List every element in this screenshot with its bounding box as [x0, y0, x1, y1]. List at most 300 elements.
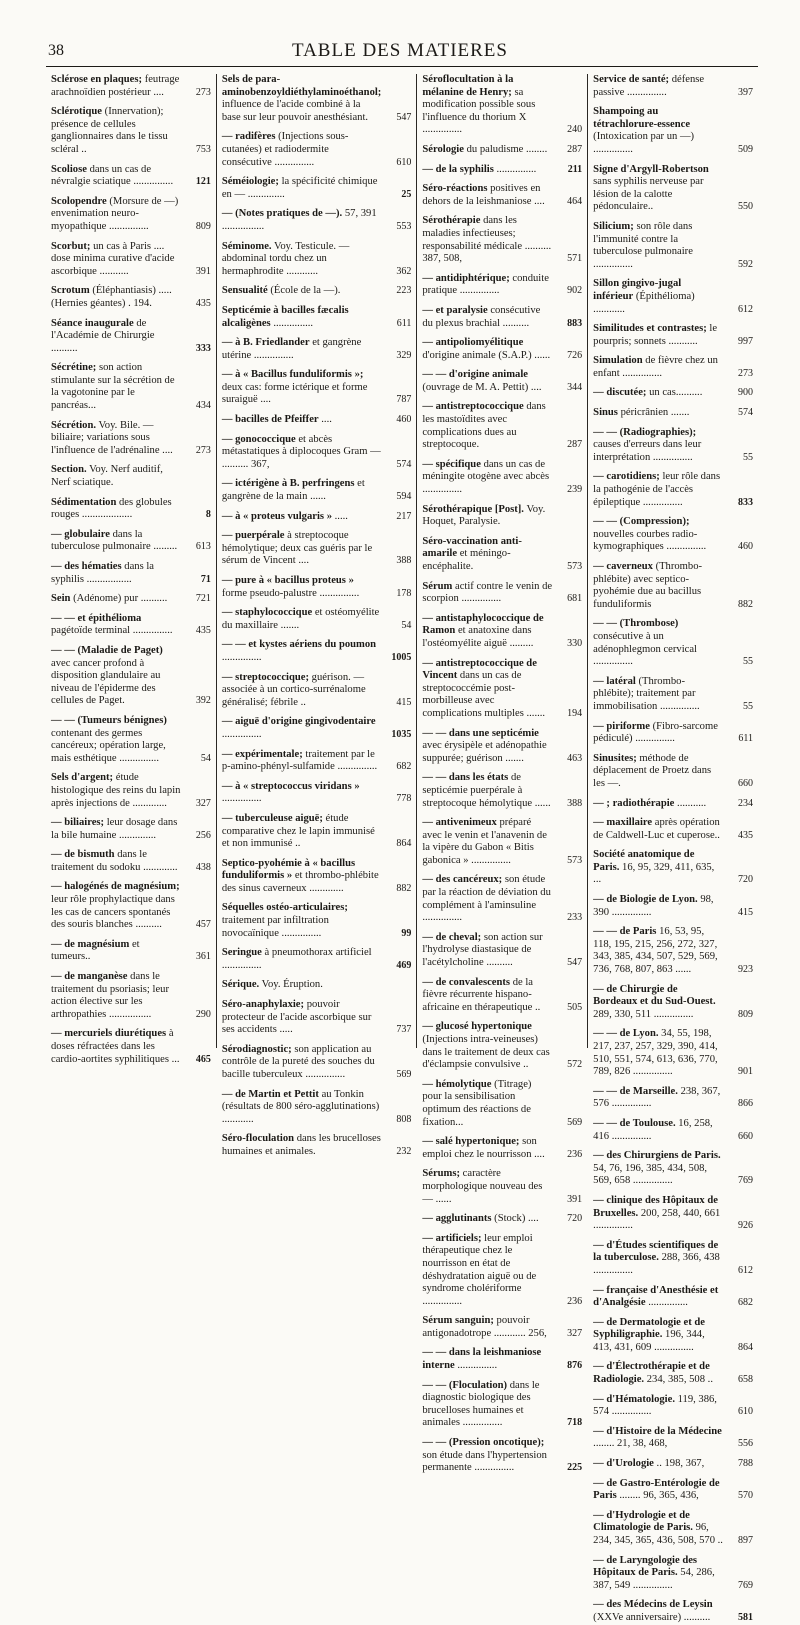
index-entry [593, 1086, 753, 1111]
entry-page-number: 876 [567, 1360, 583, 1372]
entry-description: 98, 390 ............... [593, 894, 714, 918]
entry-text [222, 414, 382, 427]
entry-page-number: 397 [738, 86, 753, 98]
entry-text [51, 74, 181, 99]
index-entry [51, 561, 211, 586]
entry-page-number: 233 [567, 912, 583, 924]
index-entry [51, 593, 211, 606]
entry-page-number: 1005 [391, 651, 412, 663]
index-entry [222, 176, 412, 201]
entry-page-number: 574 [396, 458, 412, 470]
entry-text [593, 1086, 723, 1111]
index-entry [222, 478, 412, 503]
entry-page-number: 610 [396, 156, 412, 168]
entry-description: 119, 386, 574 ............... [593, 1393, 717, 1418]
index-entry [593, 516, 753, 554]
entry-text [51, 529, 181, 554]
entry-description: 200, 258, 440, 661 ............... [593, 1207, 721, 1232]
index-entry [222, 511, 412, 524]
index-entry [222, 305, 412, 330]
entry-page-number: 438 [195, 861, 211, 873]
entry-description: (Épithélioma) ............ [593, 290, 695, 315]
entry-description: dans un cas de streptococcémie post-morbilleuse avec complications multiples ....... [422, 670, 546, 719]
index-entry [51, 613, 211, 638]
entry-text [593, 1478, 723, 1503]
entry-description: ............... [496, 163, 537, 175]
index-column [417, 74, 588, 1474]
entry-description: ........... [677, 797, 707, 809]
entry-page-number: 682 [396, 761, 412, 773]
index-entry [593, 1028, 753, 1078]
entry-page-number: 718 [567, 1417, 583, 1429]
entry-page-number: 809 [738, 1008, 753, 1020]
index-entry [593, 1361, 753, 1386]
entry-term: — des Médecins de Leysin [593, 1599, 713, 1611]
index-entry [222, 672, 412, 710]
index-entry [593, 1599, 753, 1624]
entry-term: Sclérose en plaques; [51, 74, 143, 85]
entry-page-number: 569 [396, 1069, 412, 1080]
entry-text [593, 221, 723, 271]
entry-term: — biliaires; [51, 817, 105, 829]
entry-text [51, 772, 181, 810]
entry-description: dans un cas de méningite otogène avec abcès ............... [422, 458, 550, 496]
entry-term: — puerpérale [221, 530, 285, 542]
entry-description: son rôle dans l'immunité contre la tuberculose pulmonaire ............... [593, 220, 693, 270]
entry-description: défense passive ............... [593, 74, 705, 98]
index-entry [422, 1079, 582, 1129]
entry-description: traitement par le p-amino-phényl-sulfamide ............... [221, 748, 378, 773]
index-entry [422, 817, 582, 867]
entry-page-number: 1035 [391, 728, 412, 740]
index-entry [593, 1426, 753, 1451]
entry-description: consécutive du plexus brachial .......... [422, 304, 541, 329]
entry-description: et anatoxine dans l'ostéomyélite aiguë ......... [422, 625, 534, 649]
entry-description: la spécificité chimique en — .............. [221, 176, 378, 200]
entry-text [51, 593, 181, 606]
entry-text [222, 639, 382, 664]
index-entry [593, 1555, 753, 1593]
entry-term: — de Chirurgie de Bordeaux et du Sud-Ouest. [593, 983, 716, 1008]
index-entry [422, 1347, 582, 1372]
index-entry [422, 658, 582, 721]
entry-term: — antipoliomyélitique [422, 337, 524, 349]
entry-page-number: 571 [567, 253, 583, 265]
entry-term: — — (Maladie de Paget) [51, 644, 163, 656]
entry-page-number: 240 [567, 124, 583, 136]
entry-page-number: 25 [401, 188, 412, 200]
entry-term: Sédimentation [51, 496, 117, 508]
index-entry [422, 164, 582, 177]
entry-description: le pourpris; sonnets ........... [593, 323, 718, 347]
entry-page-number: 592 [738, 258, 753, 270]
index-entry [422, 977, 582, 1015]
entry-description: après opération de Caldwell-Luc et cuperose.. [593, 817, 720, 841]
entry-text [51, 164, 181, 189]
entry-description: Voy. Testicule. — abdominal tordu chez un hermaphrodite ............ [221, 240, 350, 277]
entry-text [51, 420, 181, 458]
entry-description: dans les brucelloses humaines et animales. [221, 1133, 381, 1157]
entry-description: (Éléphantiasis) ..... (Hernies géantes) . 194. [51, 285, 172, 309]
entry-page-number: 234 [738, 797, 753, 809]
index-entry [422, 369, 582, 394]
entry-text [422, 581, 552, 606]
page-number: 38 [48, 42, 64, 59]
entry-term: Séro-réactions [422, 183, 488, 195]
entry-page-number: 997 [738, 335, 753, 347]
index-entry [222, 1044, 412, 1082]
entry-term: — mercuriels diurétiques [51, 1028, 167, 1040]
index-entry [222, 285, 412, 298]
entry-text [593, 1361, 723, 1386]
entry-text [222, 285, 382, 298]
entry-page-number: 273 [195, 86, 211, 98]
entry-term: — carotidiens; [593, 471, 660, 483]
entry-text [422, 658, 552, 721]
index-entry [51, 881, 211, 931]
entry-text [593, 323, 723, 348]
index-entry [222, 434, 412, 472]
entry-description: (École de la —). [270, 285, 341, 297]
index-entry [422, 874, 582, 924]
entry-text [422, 932, 552, 970]
entry-term: — ; radiothérapie [593, 797, 675, 809]
entry-description: son étude par la réaction de déviation du complément à l'aminsuline ............... [422, 874, 551, 924]
index-entry [422, 504, 582, 529]
entry-text [422, 1213, 552, 1226]
entry-description: pagétoïde terminal ............... [51, 625, 173, 637]
entry-term: — gonococcique [221, 433, 296, 445]
entry-description: feutrage arachnoïdien postérieur .... [51, 74, 180, 98]
entry-description: 96, 234, 345, 365, 436, 508, 570 .. [593, 1522, 723, 1546]
entry-text [593, 1426, 723, 1451]
index-entry [593, 1195, 753, 1233]
entry-description: au Tonkin (résultats de 800 séro-agglutinations) ............ [221, 1088, 380, 1125]
entry-text [222, 749, 382, 774]
index-entry [222, 530, 412, 568]
entry-term: — globulaire [51, 528, 110, 540]
entry-term: — spécifique [422, 458, 481, 470]
entry-text [222, 1133, 382, 1158]
entry-text [422, 977, 552, 1015]
entry-term: — des cancéreux; [422, 874, 503, 886]
entry-text [51, 817, 181, 842]
entry-text [422, 536, 552, 574]
entry-page-number: 415 [396, 696, 412, 708]
entry-term: Septico-pyohémie à « bacillus funduliformis » [221, 857, 356, 882]
entry-page-number: 239 [567, 484, 583, 496]
entry-term: — française d'Anesthésie et d'Analgésie [593, 1284, 719, 1309]
index-entry [422, 305, 582, 330]
entry-text [593, 1150, 723, 1188]
index-entry [222, 999, 412, 1037]
index-entry [222, 131, 412, 169]
entry-description: et thrombo-phlébite des sinus caverneux ............. [221, 870, 379, 894]
entry-page-number: 556 [738, 1438, 753, 1450]
entry-page-number: 460 [738, 541, 753, 553]
entry-page-number: 273 [195, 444, 211, 456]
index-entry [222, 716, 412, 741]
entry-term: Sinus [593, 407, 618, 419]
index-entry [422, 613, 582, 651]
entry-term: Sérum [422, 580, 453, 592]
entry-description: caractère morphologique nouveau des — ...... [422, 1168, 543, 1205]
entry-text [222, 131, 382, 169]
entry-description: (Adénome) pur .......... [73, 593, 168, 605]
entry-description: à pneumothorax artificiel ............... [221, 947, 372, 971]
index-entry [222, 813, 412, 851]
entry-description: dans les mastoïdites avec complications dues au streptocoque. [422, 401, 546, 451]
entry-description: traitement par infiltration novocaïnique ............... [221, 915, 329, 939]
entry-page-number: 721 [195, 593, 211, 605]
index-entry [51, 849, 211, 874]
entry-description: pouvoir protecteur de l'acide ascorbique sur ses accidents ..... [221, 999, 372, 1036]
entry-description: péricrânien ....... [620, 407, 690, 419]
entry-description: pouvoir antigonadotrope ............ 256, [422, 1315, 547, 1339]
entry-description: sa modification possible sous l'influence du thorium X ............... [422, 86, 536, 136]
entry-page-number: 611 [396, 317, 412, 329]
entry-text [222, 716, 382, 741]
index-entry [422, 1168, 582, 1206]
entry-description: ............... [273, 317, 314, 329]
entry-term: — de bismuth [51, 849, 115, 861]
entry-term: — — (Pression oncotique); [422, 1437, 545, 1449]
entry-term: Séroflocultation à la mélanine de Henry; [422, 74, 514, 98]
entry-term: — de Laryngologie des Hôpitaux de Paris. [593, 1554, 698, 1579]
index-entry [593, 164, 753, 214]
entry-text [593, 894, 723, 919]
entry-term: Séro-floculation [221, 1133, 295, 1145]
index-entry [222, 74, 412, 124]
entry-term: Shampoing au tétrachlorure-essence [593, 106, 691, 130]
entry-term: — aiguë d'origine gingivodentaire [221, 716, 376, 728]
entry-description: (Titrage) pour la sensibilisation optimum des réactions de fixation... [422, 1078, 532, 1128]
entry-term: Sillon gingivo-jugal inférieur [593, 278, 682, 302]
entry-term: — caverneux [593, 561, 653, 572]
entry-page-number: 611 [738, 733, 753, 745]
entry-term: Seringue [221, 947, 262, 959]
index-entry [51, 362, 211, 412]
entry-description: de fièvre chez un enfant ............... [593, 355, 718, 379]
entry-term: Simulation [593, 355, 643, 367]
entry-description: (Thrombo-phlébite); traitement par immobilisation ............... [593, 675, 700, 712]
entry-term: — — de Lyon. [593, 1028, 659, 1040]
index-entry [222, 749, 412, 774]
entry-description: dans le traitement du psoriasis; leur action élective sur les arthropathies ................ [51, 971, 169, 1020]
entry-text [51, 241, 181, 279]
entry-text [422, 1021, 552, 1071]
index-entry [593, 355, 753, 380]
header-rule [46, 66, 758, 67]
entry-page-number: 902 [567, 285, 583, 297]
entry-term: — — de Marseille. [593, 1085, 678, 1097]
entry-term: Sérums; [422, 1168, 461, 1180]
index-entry [593, 1478, 753, 1503]
entry-page-number: 457 [195, 919, 211, 931]
entry-page-number: 900 [738, 387, 753, 399]
entry-page-number: 882 [396, 882, 412, 894]
entry-text [51, 1028, 181, 1066]
entry-text [422, 144, 552, 157]
entry-page-number: 329 [396, 349, 412, 361]
entry-text [593, 817, 723, 842]
entry-text [222, 858, 382, 896]
index-entry [222, 208, 412, 233]
index-entry [422, 337, 582, 362]
entry-page-number: 864 [396, 838, 412, 850]
entry-term: — discutée; [593, 387, 647, 399]
entry-page-number: 327 [195, 797, 211, 809]
entry-text [222, 1089, 382, 1127]
entry-term: — agglutinants [422, 1213, 492, 1225]
index-entry [422, 932, 582, 970]
entry-page-number: 660 [738, 777, 753, 789]
entry-text [593, 1394, 723, 1419]
entry-description: et tumeurs.. [51, 938, 140, 963]
index-entry [422, 1213, 582, 1226]
index-entry [422, 581, 582, 606]
entry-page-number: 553 [396, 220, 412, 232]
index-entry [593, 407, 753, 420]
entry-text [422, 369, 552, 394]
entry-term: — antistreptococcique de Vincent [422, 657, 537, 682]
entry-term: Service de santé; [593, 74, 670, 85]
entry-page-number: 787 [396, 394, 412, 406]
entry-page-number: 550 [738, 201, 753, 213]
entry-term: Séméiologie; [221, 176, 279, 188]
entry-page-number: 753 [195, 143, 211, 155]
entry-description: ........ 21, 38, 468, [593, 1438, 668, 1450]
entry-text [593, 387, 723, 400]
entry-description: Voy. Hoquet, Paralysie. [422, 503, 546, 528]
entry-text [422, 183, 552, 208]
entry-text [422, 459, 552, 497]
entry-term: — — de Toulouse. [593, 1117, 676, 1129]
entry-text [593, 1118, 723, 1143]
entry-term: — d'Études scientifiques de la tuberculose. [593, 1239, 719, 1264]
entry-page-number: 594 [396, 491, 412, 503]
index-entry [422, 74, 582, 137]
entry-term: — tuberculeuse aiguë; [221, 812, 323, 824]
entry-description: un cas à Paris .... dose minima curative d'acide ascorbique ........... [51, 240, 175, 277]
entry-text [422, 1233, 552, 1309]
entry-description: (Stock) .... [494, 1213, 539, 1225]
entry-term: — de Gastro-Entérologie de Paris [593, 1477, 720, 1502]
entry-description: ............... [221, 651, 262, 663]
entry-page-number: 769 [738, 1175, 753, 1187]
entry-term: — antistreptococcique [422, 401, 524, 413]
entry-description: leur rôle dans la pathogénie de l'accès épileptique ............... [593, 471, 721, 508]
entry-description: 16, 258, 416 ............... [593, 1117, 713, 1142]
entry-description: 238, 367, 576 ............... [593, 1085, 721, 1110]
entry-text [222, 305, 382, 330]
entry-text [51, 645, 181, 708]
entry-text [593, 164, 723, 214]
index-entry [51, 772, 211, 810]
entry-term: Sein [51, 593, 71, 605]
entry-description: conduite pratique ............... [422, 272, 549, 297]
entry-description: dans le diagnostic biologique des brucelloses humaines et animales ............... [422, 1379, 540, 1429]
entry-page-number: 344 [567, 381, 583, 393]
entry-text [593, 1599, 723, 1624]
index-entry [422, 1380, 582, 1430]
entry-term: — de Biologie de Lyon. [593, 894, 698, 906]
entry-page-number: 287 [567, 143, 583, 155]
entry-page-number: 882 [738, 598, 753, 610]
entry-term: Scorbut; [51, 240, 91, 252]
entry-description: influence de l'acide combiné à la base sur leur pouvoir anesthésiant. [221, 99, 369, 123]
entry-description: ........ 96, 365, 436, [619, 1490, 699, 1502]
entry-text [593, 106, 723, 156]
index-entry [422, 772, 582, 810]
index-entry [222, 575, 412, 600]
entry-description: son emploi chez le nourrisson .... [422, 1136, 545, 1160]
index-entry [422, 273, 582, 298]
entry-page-number: 570 [738, 1490, 753, 1502]
entry-description: actif contre le venin de scorpion ............... [422, 580, 553, 605]
entry-page-number: 236 [567, 1148, 583, 1160]
index-entry [593, 753, 753, 791]
entry-description: 196, 344, 413, 431, 609 ............... [593, 1329, 705, 1353]
entry-text [51, 196, 181, 234]
entry-page-number: 612 [738, 303, 753, 315]
entry-term: Silicium; [593, 220, 634, 232]
entry-text [422, 1437, 552, 1475]
index-entry [222, 902, 412, 940]
entry-term: — clinique des Hôpitaux de Bruxelles. [593, 1194, 718, 1219]
entry-term: Sécrétine; [51, 362, 97, 374]
entry-description: Voy. Bile. — biliaire; variations sous l'influence de l'adrénaline .... [51, 419, 173, 456]
entry-description: à streptocoque hémolytique; deux cas guéris par le sérum de Vincent .... [221, 530, 373, 567]
index-entry [593, 1285, 753, 1310]
entry-description: et gangrène de la main ...... [221, 478, 365, 503]
index-entry [593, 1510, 753, 1548]
entry-description: préparé avec le venin et l'anavenin de la vipère du Gabon « Bitis gabonica » ............... [422, 817, 547, 866]
index-entry [222, 414, 412, 427]
entry-description: dans un cas de névralgie sciatique ............... [51, 163, 174, 188]
entry-text [222, 241, 382, 279]
entry-description: et méningo-encéphalite. [422, 548, 511, 572]
entry-term: Société anatomique de Paris. [593, 849, 695, 873]
entry-description: (Morsure de —) envenimation neuro-myopathique ............... [51, 195, 179, 232]
entry-text [422, 1079, 552, 1129]
entry-term: — glucosé hypertonique [422, 1021, 532, 1033]
entry-description: et abcès métastatiques à diplocoques Gram — .......... 367, [221, 433, 381, 470]
entry-text [593, 74, 723, 99]
entry-text [422, 1168, 552, 1206]
entry-description: 54, 76, 196, 385, 434, 508, 569, 658 ............... [593, 1162, 708, 1187]
index-column [217, 74, 418, 1157]
entry-text [422, 401, 552, 451]
entry-text [51, 849, 181, 874]
entry-term: — expérimentale; [221, 748, 303, 760]
entry-text [51, 715, 181, 765]
entry-page-number: 682 [738, 1297, 753, 1309]
entry-page-number: 469 [396, 959, 412, 971]
entry-page-number: 573 [567, 561, 583, 572]
entry-page-number: 926 [738, 1220, 753, 1232]
entry-description: de la fièvre récurrente hispano-africaine en thérapeutique .. [422, 976, 541, 1013]
index-entry [51, 74, 211, 99]
entry-page-number: 55 [743, 656, 753, 668]
entry-description: 54, 286, 387, 549 ............... [593, 1567, 715, 1591]
entry-text [51, 497, 181, 522]
entry-page-number: 465 [195, 1053, 211, 1065]
entry-text [593, 926, 723, 976]
entry-text [593, 427, 723, 465]
entry-page-number: 232 [396, 1145, 412, 1157]
entry-text [222, 999, 382, 1037]
